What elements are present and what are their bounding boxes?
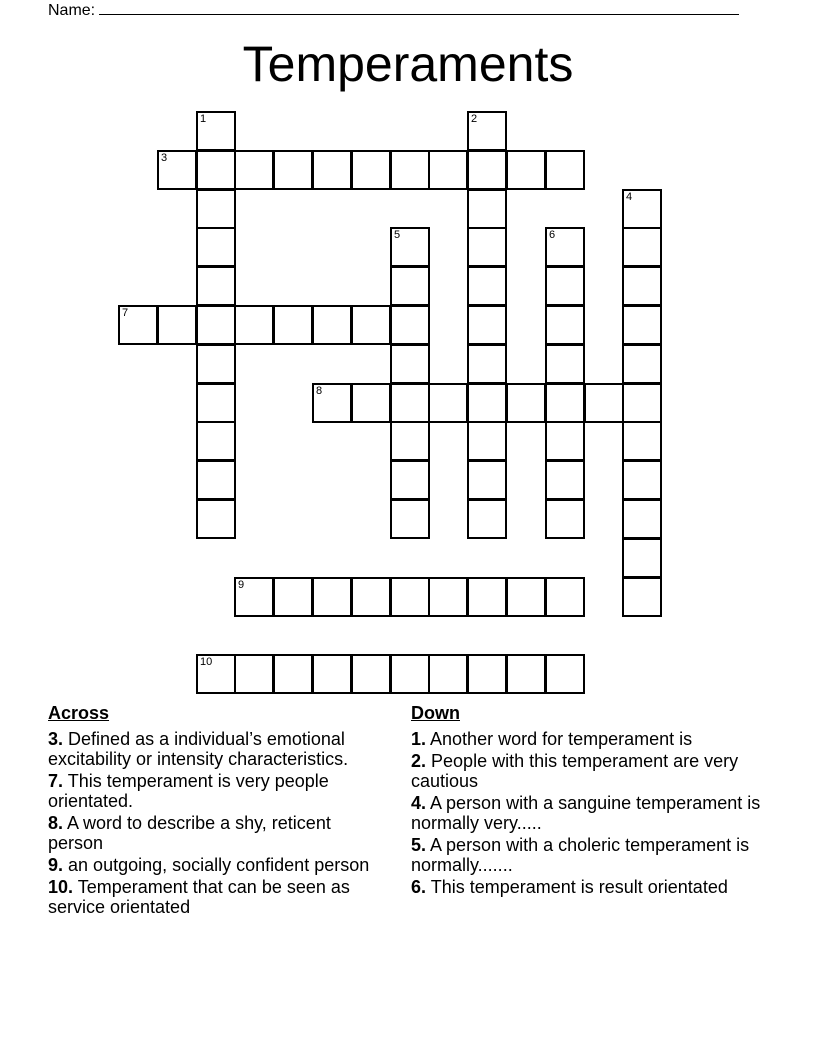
clue-down-2 [411,751,761,791]
crossword-cell[interactable] [390,421,430,461]
clue-text: Temperament that can be seen as service orientated [48,877,350,917]
crossword-cell[interactable] [428,654,468,694]
crossword-cell[interactable] [467,460,507,500]
clue-number-label: 3 [161,152,168,164]
crossword-cell[interactable] [545,383,585,423]
clue-number: 7. [48,771,64,791]
crossword-cell[interactable] [545,266,585,306]
crossword-cell[interactable] [622,227,662,267]
crossword-cell[interactable] [273,577,313,617]
clue-across-3 [48,729,388,769]
clue-text: This temperament is very people orientated. [48,771,329,811]
crossword-cell[interactable] [622,538,662,578]
clue-number-label: 2 [471,113,478,125]
crossword-cell[interactable] [622,305,662,345]
crossword-cell[interactable] [545,421,585,461]
crossword-cell[interactable] [351,654,391,694]
crossword-cell[interactable] [273,305,313,345]
crossword-cell[interactable] [506,577,546,617]
clue-across-8 [48,813,388,853]
crossword-cell[interactable] [196,421,236,461]
crossword-cell[interactable] [196,227,236,267]
down-clues [411,703,761,899]
crossword-cell[interactable] [312,305,352,345]
crossword-cell[interactable] [196,383,236,423]
clue-number: 9. [48,855,64,875]
crossword-cell[interactable] [467,383,507,423]
crossword-cell[interactable] [467,150,507,190]
clue-text: People with this temperament are very cautious [411,751,739,791]
clue-number: 4. [411,793,427,813]
crossword-cell[interactable] [506,150,546,190]
crossword-cell[interactable] [234,654,274,694]
crossword-cell[interactable] [506,383,546,423]
crossword-cell[interactable] [196,111,236,151]
clue-text: Another word for temperament is [430,729,693,749]
crossword-cell[interactable] [157,150,197,190]
crossword-cell[interactable] [390,460,430,500]
crossword-cell[interactable] [390,499,430,539]
crossword-cell[interactable] [312,577,352,617]
crossword-cell[interactable] [390,227,430,267]
crossword-cell[interactable] [390,150,430,190]
down-heading: Down [411,703,460,723]
crossword-cell[interactable] [622,577,662,617]
crossword-cell[interactable] [351,577,391,617]
crossword-cell[interactable] [545,150,585,190]
crossword-cell[interactable] [196,460,236,500]
crossword-cell[interactable] [196,654,236,694]
crossword-cell[interactable] [390,383,430,423]
clue-text: A word to describe a shy, reticent person [48,813,331,853]
across-clues [48,703,388,919]
crossword-cell[interactable] [467,189,507,229]
crossword-cell[interactable] [196,305,236,345]
crossword-cell[interactable] [428,383,468,423]
clue-text: A person with a sanguine temperament is normally very..... [411,793,761,833]
crossword-cell[interactable] [390,577,430,617]
crossword-cell[interactable] [545,227,585,267]
crossword-cell[interactable] [622,189,662,229]
puzzle-title: Temperaments [242,36,574,92]
clue-text: A person with a choleric temperament is normally....... [411,835,750,875]
crossword-cell[interactable] [506,654,546,694]
crossword-cell[interactable] [584,383,624,423]
clue-number: 5. [411,835,427,855]
clue-across-10 [48,877,388,917]
crossword-cell[interactable] [467,344,507,384]
crossword-cell[interactable] [234,305,274,345]
clue-down-4 [411,793,761,833]
crossword-cell[interactable] [545,344,585,384]
crossword-cell[interactable] [196,499,236,539]
clue-number-label: 1 [200,113,207,125]
crossword-cell[interactable] [390,344,430,384]
crossword-cell[interactable] [234,577,274,617]
crossword-cell[interactable] [351,383,391,423]
crossword-cell[interactable] [622,266,662,306]
crossword-cell[interactable] [312,383,352,423]
crossword-cell[interactable] [622,460,662,500]
crossword-cell[interactable] [545,499,585,539]
crossword-cell[interactable] [545,305,585,345]
clue-down-1 [411,729,761,749]
clue-number-label: 5 [394,229,401,241]
crossword-cell[interactable] [467,577,507,617]
crossword-cell[interactable] [545,460,585,500]
clue-number-label: 7 [122,307,129,319]
clue-number: 1. [411,729,427,749]
crossword-cell[interactable] [273,150,313,190]
crossword-cell[interactable] [196,150,236,190]
crossword-cell[interactable] [234,150,274,190]
crossword-cell[interactable] [545,654,585,694]
crossword-cell[interactable] [467,227,507,267]
across-heading: Across [48,703,110,723]
crossword-cell[interactable] [157,305,197,345]
clue-number: 3. [48,729,64,749]
crossword-cell[interactable] [390,266,430,306]
crossword-cell[interactable] [467,421,507,461]
crossword-cell[interactable] [312,150,352,190]
clue-number: 10. [48,877,74,897]
crossword-cell[interactable] [196,189,236,229]
clue-text: an outgoing, socially confident person [68,855,370,875]
crossword-cell[interactable] [467,499,507,539]
clue-down-5 [411,835,761,875]
name-label: Name: [48,2,96,19]
crossword-cell[interactable] [273,654,313,694]
crossword-cell[interactable] [196,266,236,306]
clue-number: 2. [411,751,427,771]
clue-down-6 [411,877,761,897]
clue-text: Defined as a individual’s emotional excitability or intensity characteristics. [48,729,349,769]
clue-across-9 [48,855,388,875]
crossword-cell[interactable] [196,344,236,384]
crossword-cell[interactable] [467,266,507,306]
clue-number-label: 6 [549,229,556,241]
crossword-cell[interactable] [622,344,662,384]
clue-number-label: 10 [200,656,213,668]
crossword-cell[interactable] [351,305,391,345]
crossword-cell[interactable] [467,305,507,345]
crossword-cell[interactable] [428,150,468,190]
clue-number: 8. [48,813,64,833]
crossword-cell[interactable] [467,654,507,694]
crossword-cell[interactable] [428,577,468,617]
clue-across-7 [48,771,388,811]
clue-number-label: 8 [316,385,323,397]
crossword-cell[interactable] [351,150,391,190]
crossword-cell[interactable] [622,421,662,461]
crossword-cell[interactable] [622,499,662,539]
crossword-cell[interactable] [390,305,430,345]
crossword-cell[interactable] [545,577,585,617]
crossword-cell[interactable] [118,305,158,345]
crossword-cell[interactable] [312,654,352,694]
clue-number-label: 4 [626,191,633,203]
clue-number: 6. [411,877,427,897]
crossword-cell[interactable] [467,111,507,151]
crossword-cell[interactable] [622,383,662,423]
crossword-cell[interactable] [390,654,430,694]
clue-number-label: 9 [238,579,245,591]
clue-text: This temperament is result orientated [430,877,728,897]
